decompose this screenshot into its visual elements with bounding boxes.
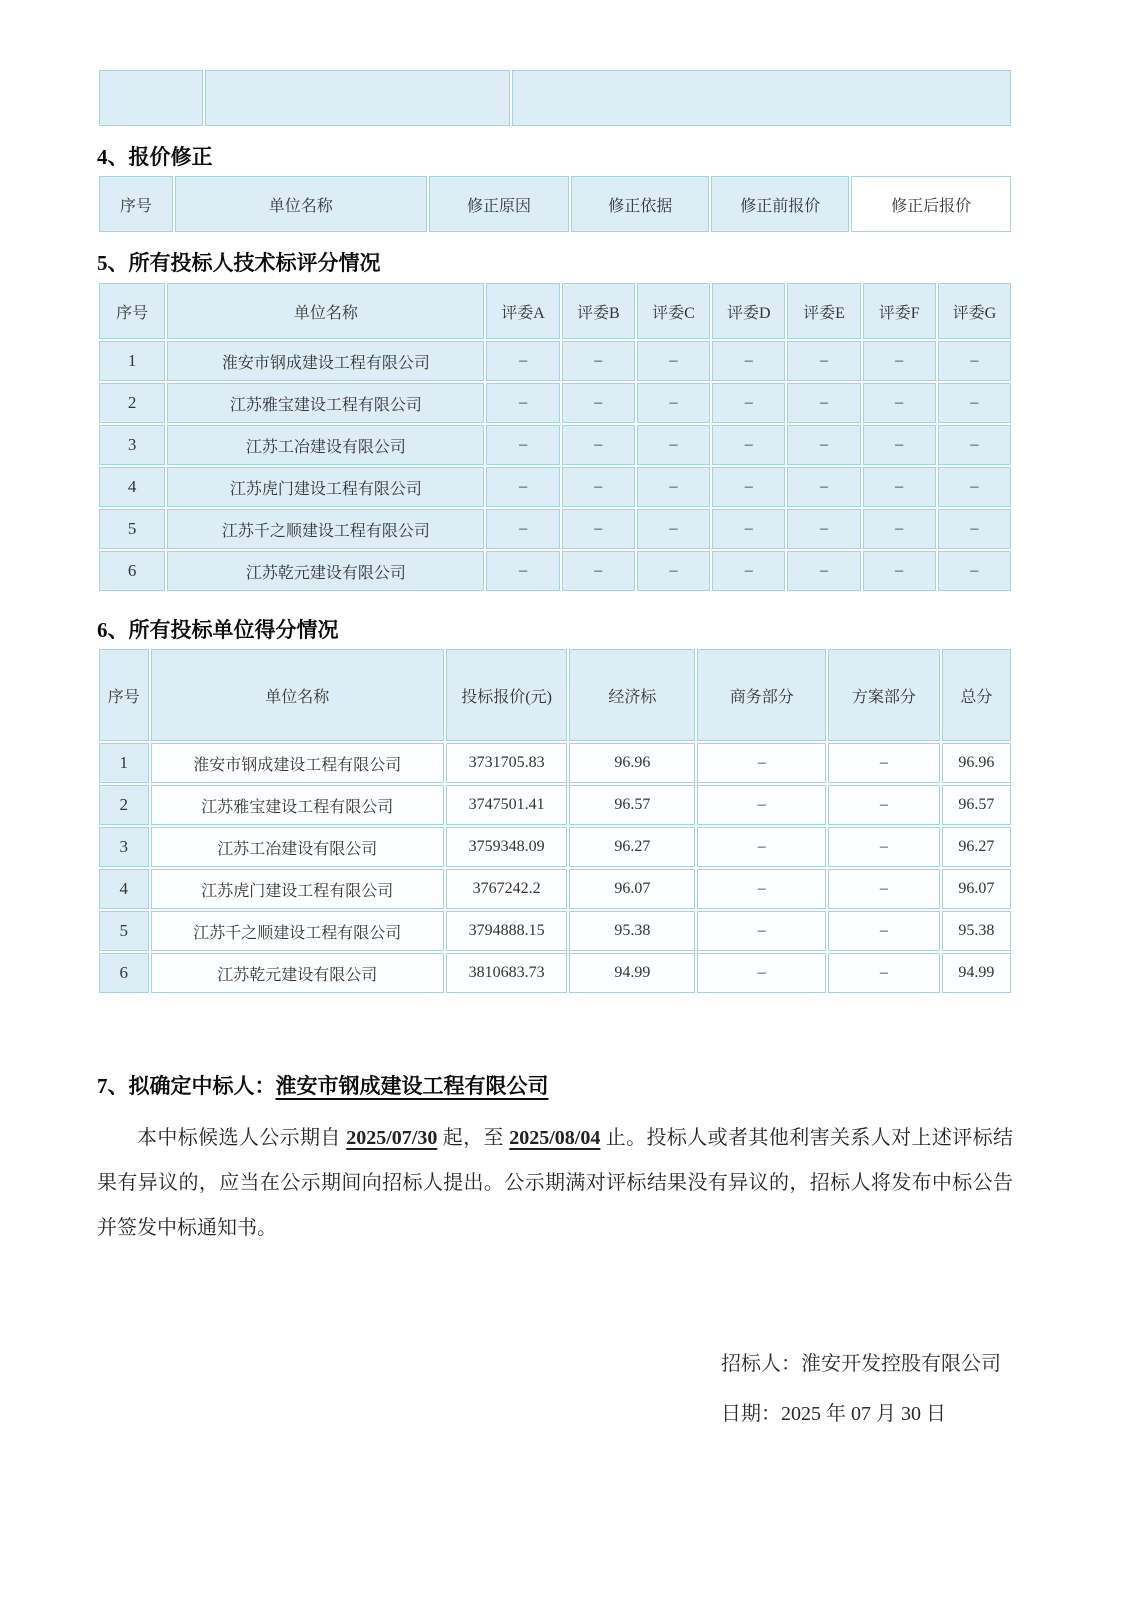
table-cell: – bbox=[637, 341, 710, 381]
table-cell: 5 bbox=[99, 911, 149, 951]
table-cell: – bbox=[712, 509, 785, 549]
table-cell: 江苏虎门建设工程有限公司 bbox=[167, 467, 484, 507]
table-cell: 淮安市钢成建设工程有限公司 bbox=[151, 743, 444, 783]
column-header: 评委B bbox=[562, 283, 635, 339]
table-row bbox=[99, 467, 1011, 507]
column-header: 修正依据 bbox=[571, 176, 709, 232]
column-header: 序号 bbox=[99, 649, 149, 741]
column-header: 修正原因 bbox=[429, 176, 570, 232]
table-cell: 96.96 bbox=[942, 743, 1011, 783]
table-cell: 96.57 bbox=[942, 785, 1011, 825]
table-cell bbox=[205, 70, 509, 126]
column-header: 评委G bbox=[938, 283, 1011, 339]
table-cell: – bbox=[637, 467, 710, 507]
column-header: 经济标 bbox=[569, 649, 695, 741]
table-cell: 江苏乾元建设有限公司 bbox=[151, 953, 444, 993]
table-cell: 江苏工冶建设有限公司 bbox=[167, 425, 484, 465]
table-cell: – bbox=[562, 383, 635, 423]
column-header: 评委C bbox=[637, 283, 710, 339]
table-cell: – bbox=[712, 467, 785, 507]
table-cell: 96.07 bbox=[569, 869, 695, 909]
table-cell: 96.57 bbox=[569, 785, 695, 825]
table-cell: 96.27 bbox=[942, 827, 1011, 867]
table-cell: 3 bbox=[99, 425, 165, 465]
table-cell: 江苏乾元建设有限公司 bbox=[167, 551, 484, 591]
technical-bid-score-table bbox=[97, 281, 1013, 593]
table-cell: 1 bbox=[99, 743, 149, 783]
table-cell: – bbox=[938, 551, 1011, 591]
table-cell: – bbox=[697, 743, 826, 783]
column-header: 投标报价(元) bbox=[446, 649, 568, 741]
table-cell: 94.99 bbox=[942, 953, 1011, 993]
section-4-heading: 4、报价修正 bbox=[97, 145, 213, 169]
table-cell: – bbox=[637, 425, 710, 465]
table-cell: – bbox=[697, 911, 826, 951]
table-cell: – bbox=[863, 425, 936, 465]
table-row bbox=[99, 911, 1011, 951]
table-cell: – bbox=[486, 425, 559, 465]
table-cell: – bbox=[562, 425, 635, 465]
section-6-heading: 6、所有投标单位得分情况 bbox=[97, 618, 339, 642]
table-cell bbox=[512, 70, 1011, 126]
section-5-heading: 5、所有投标人技术标评分情况 bbox=[97, 251, 381, 275]
table-cell: – bbox=[863, 551, 936, 591]
table-cell: – bbox=[787, 467, 860, 507]
table-cell: – bbox=[938, 341, 1011, 381]
table-cell: – bbox=[787, 341, 860, 381]
table-cell: – bbox=[863, 467, 936, 507]
publicity-notice-paragraph bbox=[97, 1116, 1013, 1251]
signature-block bbox=[721, 1339, 1013, 1439]
table-cell: 江苏虎门建设工程有限公司 bbox=[151, 869, 444, 909]
publicity-date: 2025/08/04 bbox=[509, 1127, 601, 1149]
notice-text: 起，至 bbox=[437, 1127, 510, 1149]
table-cell: 94.99 bbox=[569, 953, 695, 993]
table-cell: – bbox=[787, 383, 860, 423]
table-cell: – bbox=[486, 467, 559, 507]
column-header: 评委D bbox=[712, 283, 785, 339]
winner-company-name: 淮安市钢成建设工程有限公司 bbox=[275, 1074, 549, 1098]
table-cell: – bbox=[938, 425, 1011, 465]
table-row bbox=[99, 953, 1011, 993]
table-cell: 6 bbox=[99, 551, 165, 591]
table-cell: – bbox=[562, 509, 635, 549]
table-cell: 3759348.09 bbox=[446, 827, 568, 867]
table-cell: 2 bbox=[99, 785, 149, 825]
table-row bbox=[99, 869, 1011, 909]
table-cell: – bbox=[712, 341, 785, 381]
table-cell: – bbox=[697, 953, 826, 993]
table-cell: – bbox=[712, 551, 785, 591]
table-cell: 3810683.73 bbox=[446, 953, 568, 993]
table-cell: 江苏工冶建设有限公司 bbox=[151, 827, 444, 867]
publicity-date: 2025/07/30 bbox=[346, 1127, 438, 1149]
table-cell: – bbox=[787, 425, 860, 465]
table-cell: 96.96 bbox=[569, 743, 695, 783]
table-row bbox=[99, 509, 1011, 549]
table-cell: – bbox=[637, 509, 710, 549]
document-content bbox=[97, 68, 1013, 1439]
notice-text: 本中标候选人公示期自 bbox=[137, 1127, 347, 1149]
table-cell: – bbox=[828, 953, 940, 993]
table-cell: 江苏雅宝建设工程有限公司 bbox=[151, 785, 444, 825]
column-header: 单位名称 bbox=[175, 176, 427, 232]
column-header: 评委E bbox=[787, 283, 860, 339]
table-cell: 3731705.83 bbox=[446, 743, 568, 783]
table-row bbox=[99, 383, 1011, 423]
column-header: 商务部分 bbox=[697, 649, 826, 741]
table-cell: – bbox=[828, 785, 940, 825]
table-cell bbox=[99, 70, 203, 126]
table-cell: – bbox=[828, 869, 940, 909]
winner-label: 7、拟确定中标人： bbox=[97, 1074, 276, 1098]
table-row bbox=[99, 743, 1011, 783]
table-cell: 3747501.41 bbox=[446, 785, 568, 825]
table-cell: – bbox=[697, 827, 826, 867]
table-cell: – bbox=[697, 785, 826, 825]
table-cell: – bbox=[562, 551, 635, 591]
previous-section-table bbox=[97, 68, 1013, 128]
table-cell: – bbox=[562, 341, 635, 381]
column-header: 总分 bbox=[942, 649, 1011, 741]
table-cell: – bbox=[486, 341, 559, 381]
table-cell: – bbox=[828, 743, 940, 783]
table-row bbox=[99, 70, 1011, 126]
table-cell: – bbox=[697, 869, 826, 909]
table-cell: – bbox=[486, 509, 559, 549]
table-cell: – bbox=[938, 509, 1011, 549]
column-header: 序号 bbox=[99, 283, 165, 339]
section-7-heading bbox=[97, 1071, 1013, 1101]
table-cell: 江苏千之顺建设工程有限公司 bbox=[167, 509, 484, 549]
table-cell: 96.27 bbox=[569, 827, 695, 867]
bidder-total-score-table bbox=[97, 647, 1013, 995]
table-cell: 5 bbox=[99, 509, 165, 549]
column-header: 修正后报价 bbox=[851, 176, 1011, 232]
table-cell: – bbox=[712, 383, 785, 423]
table-cell: 江苏雅宝建设工程有限公司 bbox=[167, 383, 484, 423]
table-cell: – bbox=[863, 383, 936, 423]
table-cell: 95.38 bbox=[942, 911, 1011, 951]
table-cell: – bbox=[787, 551, 860, 591]
table-cell: 3794888.15 bbox=[446, 911, 568, 951]
table-cell: – bbox=[938, 383, 1011, 423]
table-cell: – bbox=[562, 467, 635, 507]
notice-text: 止。投标人或者其他利害关系人对上述评标结果有异议的，应当在公示期间向招标人提出。公示期满对评标结果没有异议的，招标人将发布中标公告并签发中标通知书。 bbox=[97, 1127, 1014, 1239]
table-cell: – bbox=[828, 911, 940, 951]
table-cell: 4 bbox=[99, 467, 165, 507]
table-cell: – bbox=[637, 383, 710, 423]
table-cell: – bbox=[486, 383, 559, 423]
column-header: 修正前报价 bbox=[711, 176, 849, 232]
column-header: 评委F bbox=[863, 283, 936, 339]
column-header: 单位名称 bbox=[151, 649, 444, 741]
table-cell: – bbox=[787, 509, 860, 549]
table-cell: – bbox=[863, 341, 936, 381]
table-cell: 淮安市钢成建设工程有限公司 bbox=[167, 341, 484, 381]
column-header: 方案部分 bbox=[828, 649, 940, 741]
table-cell: 1 bbox=[99, 341, 165, 381]
column-header: 序号 bbox=[99, 176, 173, 232]
table-cell: – bbox=[938, 467, 1011, 507]
table-cell: 4 bbox=[99, 869, 149, 909]
table-cell: – bbox=[486, 551, 559, 591]
table-row bbox=[99, 827, 1011, 867]
table-cell: 6 bbox=[99, 953, 149, 993]
table-row bbox=[99, 551, 1011, 591]
table-cell: 96.07 bbox=[942, 869, 1011, 909]
table-row bbox=[99, 425, 1011, 465]
table-cell: 3 bbox=[99, 827, 149, 867]
price-correction-table bbox=[97, 174, 1013, 234]
table-cell: 江苏千之顺建设工程有限公司 bbox=[151, 911, 444, 951]
table-cell: 2 bbox=[99, 383, 165, 423]
table-row bbox=[99, 785, 1011, 825]
table-row bbox=[99, 341, 1011, 381]
table-cell: – bbox=[828, 827, 940, 867]
table-cell: 3767242.2 bbox=[446, 869, 568, 909]
table-cell: 95.38 bbox=[569, 911, 695, 951]
table-cell: – bbox=[637, 551, 710, 591]
date-line: 日期：2025 年 07 月 30 日 bbox=[721, 1403, 946, 1425]
table-cell: – bbox=[863, 509, 936, 549]
column-header: 评委A bbox=[486, 283, 559, 339]
column-header: 单位名称 bbox=[167, 283, 484, 339]
tenderer-line: 招标人：淮安开发控股有限公司 bbox=[721, 1353, 1001, 1375]
table-cell: – bbox=[712, 425, 785, 465]
